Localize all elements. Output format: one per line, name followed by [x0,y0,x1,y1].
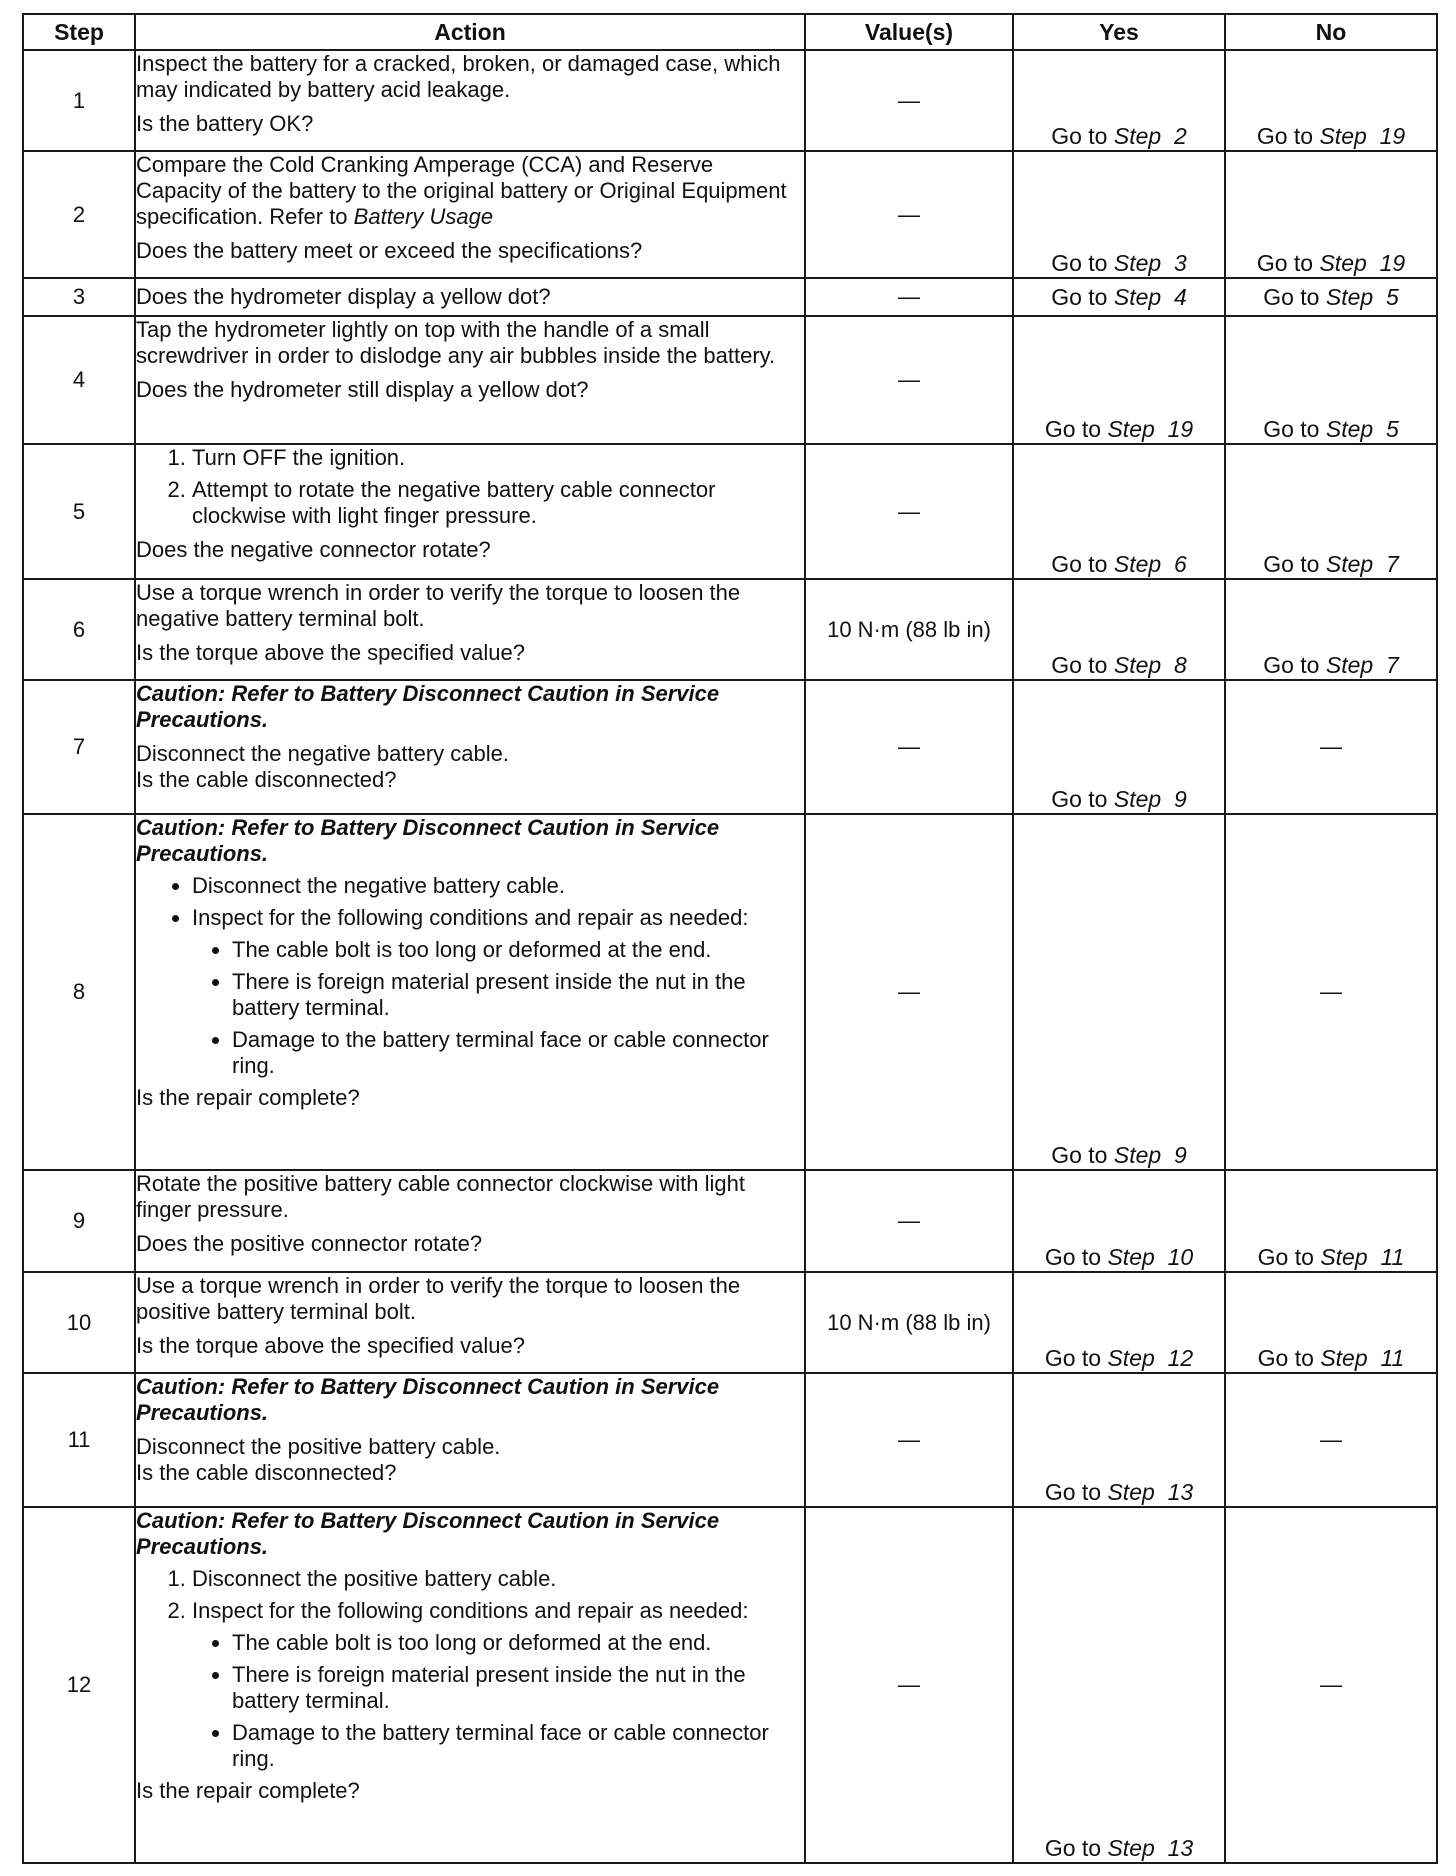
list-item: • Disconnect the negative battery cable. [192,873,804,899]
value-cell: — [805,50,1013,151]
go-to-label: Go to [1044,1835,1102,1861]
table-row [23,151,1437,278]
value-cell: — [805,316,1013,444]
yes-cell [1013,444,1225,579]
no-step-ref: 19 [1379,123,1406,149]
caution-note: Caution: Refer to Battery Disconnect Caution in Service Precautions. [136,681,720,732]
table-row [23,1170,1437,1272]
numbered-list [136,445,804,529]
step-word: Step [1319,123,1367,149]
go-to-label: Go to [1051,652,1108,678]
go-to-label: Go to [1263,416,1320,442]
step-number: 11 [23,1373,135,1507]
sub-list-item: • The cable bolt is too long or deformed at the end. [232,937,804,963]
step-number: 7 [23,680,135,814]
action-text: Use a torque wrench in order to verify the torque to loosen the positive battery terminal bolt. [136,1273,741,1324]
yes-step-ref: 9 [1173,1142,1187,1168]
yes-cell [1013,814,1225,1170]
no-step-ref: 5 [1385,416,1399,442]
yes-cell [1013,316,1225,444]
yes-step-ref: 8 [1173,652,1187,678]
action-question: Does the negative connector rotate? [136,537,491,562]
step-word: Step [1325,416,1374,442]
header-values: Value(s) [805,14,1013,50]
no-step-ref: 7 [1385,551,1399,577]
no-cell: — [1225,1507,1437,1863]
yes-step-ref: 2 [1173,123,1187,149]
go-to-label: Go to [1256,123,1314,149]
yes-cell [1013,579,1225,680]
list-item [192,905,804,1079]
action-cell [135,316,805,444]
sub-bullet-list [192,1630,804,1772]
step-number: 4 [23,316,135,444]
yes-step-ref: 4 [1173,283,1187,310]
no-step-ref: 11 [1380,1345,1405,1371]
step-word: Step [1107,1479,1155,1505]
step-number: 6 [23,579,135,680]
value-cell: — [805,814,1013,1170]
list-item: 1. Disconnect the positive battery cable. [192,1566,804,1592]
header-action: Action [135,14,805,50]
table-row [23,1373,1437,1507]
numbered-list [136,1566,804,1772]
action-question: Is the torque above the specified value? [136,640,525,665]
step-word: Step [1113,283,1162,310]
value-cell: 10 N·m (88 lb in) [805,1272,1013,1373]
action-cell [135,1170,805,1272]
action-question: Does the positive connector rotate? [136,1231,483,1256]
step-word: Step [1325,283,1374,310]
go-to-label: Go to [1044,416,1102,442]
no-cell [1225,1272,1437,1373]
step-word: Step [1113,123,1162,149]
no-cell [1225,1170,1437,1272]
table-row [23,1507,1437,1863]
list-item [192,1598,804,1772]
action-text [136,152,804,230]
value-cell: — [805,1373,1013,1507]
action-cell [135,1272,805,1373]
yes-cell [1013,278,1225,316]
step-number: 9 [23,1170,135,1272]
table-row [23,814,1437,1170]
action-text-body: Compare the Cold Cranking Amperage (CCA) and Reserve Capacity of the battery to the original battery or Original Equipment specification. Refer to [136,152,787,229]
yes-cell [1013,680,1225,814]
no-cell: — [1225,1373,1437,1507]
step-word: Step [1107,1835,1155,1861]
yes-cell [1013,1373,1225,1507]
no-cell [1225,50,1437,151]
no-step-ref: 19 [1379,250,1406,276]
action-cell [135,444,805,579]
sub-list-item: • There is foreign material present inside the nut in the battery terminal. [232,969,804,1021]
table-row [23,680,1437,814]
go-to-label: Go to [1263,652,1320,678]
action-text: Rotate the positive battery cable connector clockwise with light finger pressure. [136,1171,745,1222]
no-step-ref: 5 [1385,283,1399,310]
step-word: Step [1319,250,1367,276]
action-text: Use a torque wrench in order to verify the torque to loosen the negative battery terminal bolt. [136,580,741,631]
table-row [23,1272,1437,1373]
action-question: Is the repair complete? [136,1085,360,1110]
no-cell [1225,444,1437,579]
go-to-label: Go to [1051,786,1108,812]
caution-note: Caution: Refer to Battery Disconnect Caution in Service Precautions. [136,1508,720,1559]
action-cell [135,50,805,151]
action-cell [135,814,805,1170]
value-cell: — [805,1170,1013,1272]
action-text: Inspect the battery for a cracked, broken, or damaged case, which may indicated by battery acid leakage. [136,51,781,102]
action-question: Does the battery meet or exceed the specifications? [136,238,643,263]
step-word: Step [1107,1345,1155,1371]
action-cell [135,278,805,316]
no-cell [1225,278,1437,316]
go-to-label: Go to [1051,123,1108,149]
action-text: Disconnect the positive battery cable. [136,1434,501,1459]
step-word: Step [1113,1142,1162,1168]
sub-bullet-list [192,937,804,1079]
action-question: Is the torque above the specified value? [136,1333,525,1358]
step-word: Step [1320,1345,1368,1371]
step-word: Step [1113,250,1162,276]
yes-step-ref: 12 [1167,1345,1194,1371]
list-item-text: Inspect for the following conditions and repair as needed: [192,1598,749,1623]
action-question: Is the repair complete? [136,1778,360,1803]
table-row [23,278,1437,316]
list-item: 1. Turn OFF the ignition. [192,445,804,471]
value-cell: — [805,444,1013,579]
step-word: Step [1113,551,1162,577]
sub-list-item: • Damage to the battery terminal face or cable connector ring. [232,1720,804,1772]
step-number: 12 [23,1507,135,1863]
table-row [23,50,1437,151]
yes-cell [1013,151,1225,278]
step-number: 3 [23,278,135,316]
action-cell [135,1507,805,1863]
go-to-label: Go to [1044,1479,1102,1505]
header-row [23,14,1437,50]
step-word: Step [1113,786,1162,812]
no-cell: — [1225,680,1437,814]
header-yes: Yes [1013,14,1225,50]
table-row [23,316,1437,444]
action-cell [135,579,805,680]
go-to-label: Go to [1263,551,1320,577]
action-cell [135,1373,805,1507]
action-text: Disconnect the negative battery cable. [136,741,510,766]
value-cell: — [805,680,1013,814]
yes-step-ref: 6 [1173,551,1187,577]
no-cell: — [1225,814,1437,1170]
table-row [23,444,1437,579]
go-to-label: Go to [1257,1244,1314,1270]
bullet-list [136,873,804,1079]
yes-step-ref: 19 [1167,416,1194,442]
sub-list-item: • The cable bolt is too long or deformed at the end. [232,1630,804,1656]
step-word: Step [1107,416,1155,442]
go-to-label: Go to [1044,1244,1102,1270]
step-number: 8 [23,814,135,1170]
go-to-label: Go to [1051,283,1108,310]
no-cell [1225,151,1437,278]
header-no: No [1225,14,1437,50]
go-to-label: Go to [1256,250,1314,276]
action-question: Is the cable disconnected? [136,767,397,792]
action-question: Is the cable disconnected? [136,1460,397,1485]
go-to-label: Go to [1051,1142,1108,1168]
value-cell: — [805,151,1013,278]
table-row [23,579,1437,680]
caution-note: Caution: Refer to Battery Disconnect Caution in Service Precautions. [136,1374,720,1425]
caution-note: Caution: Refer to Battery Disconnect Caution in Service Precautions. [136,815,720,866]
no-step-ref: 11 [1380,1244,1405,1270]
yes-step-ref: 9 [1173,786,1187,812]
step-word: Step [1325,652,1374,678]
diagnostic-table [22,13,1438,1864]
step-number: 2 [23,151,135,278]
step-word: Step [1320,1244,1368,1270]
yes-cell [1013,50,1225,151]
sub-list-item: • Damage to the battery terminal face or cable connector ring. [232,1027,804,1079]
sub-list-item: • There is foreign material present inside the nut in the battery terminal. [232,1662,804,1714]
go-to-label: Go to [1051,551,1108,577]
value-cell: 10 N·m (88 lb in) [805,579,1013,680]
go-to-label: Go to [1051,250,1108,276]
step-word: Step [1107,1244,1155,1270]
header-step: Step [23,14,135,50]
action-cell [135,680,805,814]
diagnostic-sheet [22,13,1436,1864]
value-cell: — [805,1507,1013,1863]
yes-step-ref: 3 [1173,250,1187,276]
action-cell [135,151,805,278]
yes-cell [1013,1170,1225,1272]
go-to-label: Go to [1044,1345,1102,1371]
go-to-label: Go to [1257,1345,1314,1371]
list-item: 2. Attempt to rotate the negative battery cable connector clockwise with light finger pressure. [192,477,804,529]
step-word: Step [1325,551,1374,577]
step-number: 5 [23,444,135,579]
action-text: Tap the hydrometer lightly on top with the handle of a small screwdriver in order to dislodge any air bubbles inside the battery. [136,317,776,368]
action-question: Does the hydrometer still display a yellow dot? [136,377,589,402]
no-step-ref: 7 [1385,652,1399,678]
no-cell [1225,316,1437,444]
action-question: Is the battery OK? [136,111,314,136]
yes-cell [1013,1272,1225,1373]
yes-cell [1013,1507,1225,1863]
step-word: Step [1113,652,1162,678]
yes-step-ref: 13 [1167,1835,1194,1861]
go-to-label: Go to [1263,283,1320,310]
action-question: Does the hydrometer display a yellow dot? [136,284,551,309]
no-cell [1225,579,1437,680]
reference-link: Battery Usage [353,204,494,229]
step-number: 10 [23,1272,135,1373]
step-number: 1 [23,50,135,151]
yes-step-ref: 13 [1167,1479,1194,1505]
list-item-text: Inspect for the following conditions and repair as needed: [192,905,749,930]
value-cell: — [805,278,1013,316]
yes-step-ref: 10 [1167,1244,1194,1270]
